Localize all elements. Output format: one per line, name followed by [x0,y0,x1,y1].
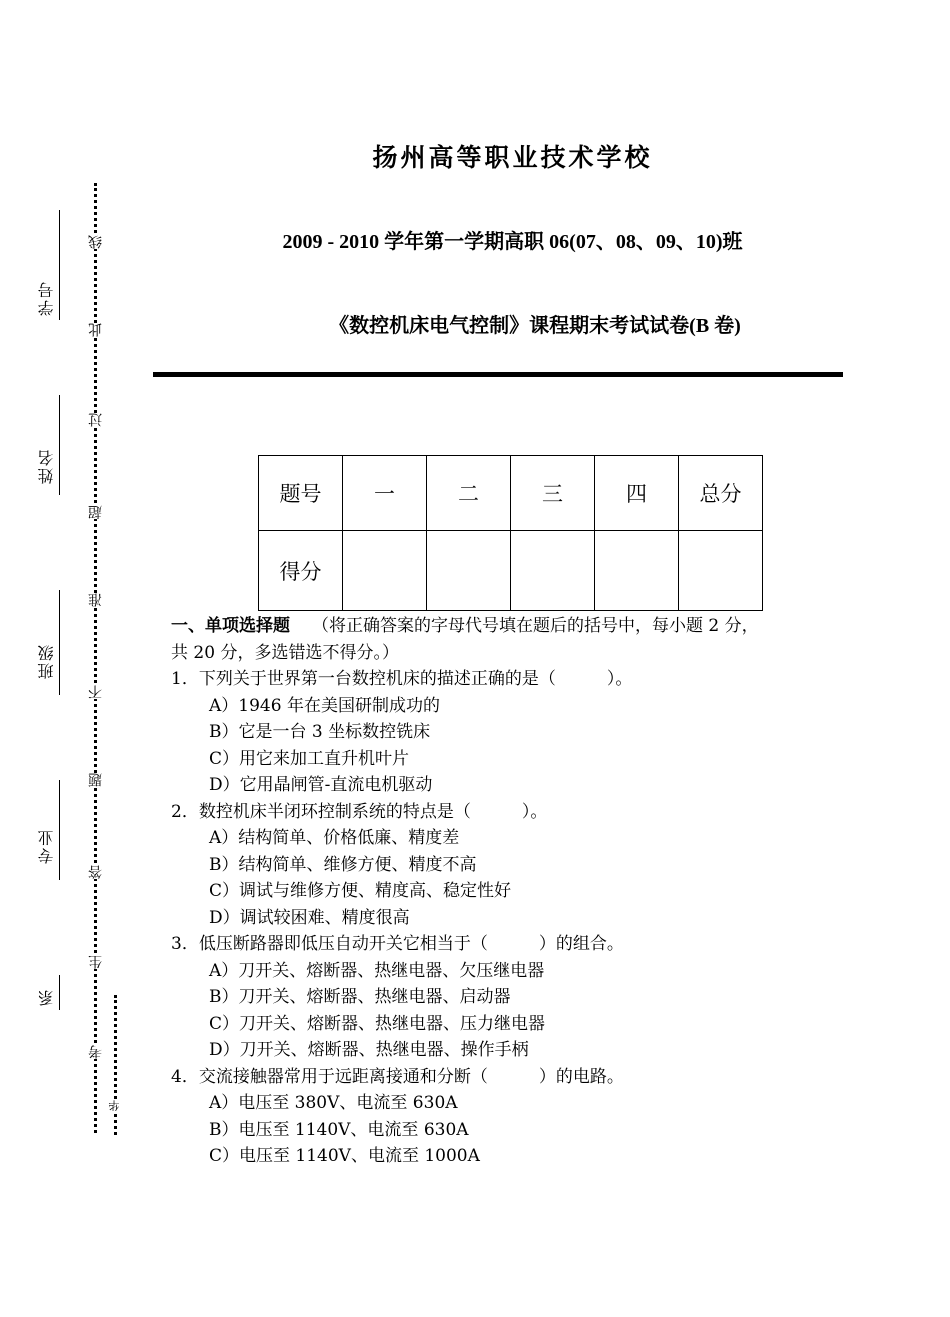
class-label: 班级 [37,643,56,679]
score-row-label: 得分 [259,531,343,611]
question-option: D）调试较困难、精度很高 [209,907,410,928]
question-stem: 1．下列关于世界第一台数控机床的描述正确的是（ ）。 [171,669,633,689]
seal-char-1: 线 [88,235,104,249]
score-cell-2 [427,531,511,611]
student-id-label: 学号 [37,280,56,316]
question-stem: 4．交流接触器常用于远距离接通和分断（ ）的电路。 [171,1066,624,1087]
seal-dotted-line-inner [114,995,117,1135]
seal-char-2: 此 [88,323,104,337]
seal-char-9: 生 [88,955,104,969]
score-cell-1 [343,531,427,611]
question-option: B）电压至 1140V、电流至 630A [209,1119,469,1140]
question-option: B）结构简单、维修方便、精度不高 [209,854,477,875]
course-title: 《数控机床电气控制》课程期末考试试卷(B 卷) [329,315,741,337]
section-title: 一、单项选择题 [171,616,290,636]
score-table [258,455,763,611]
score-table-score-row [259,531,763,611]
question-option: C）调试与维修方便、精度高、稳定性好 [209,881,512,901]
section-instruction-cont: 共 20 分，多选错选不得分。） [171,642,399,663]
question-stem: 2．数控机床半闭环控制系统的特点是（ ）。 [171,801,548,822]
question-section [171,613,871,1170]
question-option: A）刀开关、熔断器、热继电器、欠压继电器 [209,960,545,981]
score-cell-total [679,531,763,611]
question-option: C）刀开关、熔断器、热继电器、压力继电器 [209,1013,546,1034]
seal-char-6: 不 [88,685,104,699]
score-table-header-row [259,456,763,531]
question-option: A）1946 年在美国研制成功的 [209,695,440,716]
seal-char-11: 华 [108,1100,121,1111]
question-option: D）刀开关、熔断器、热继电器、操作手柄 [209,1040,529,1060]
header-rule [153,372,843,377]
score-header-cell: 总分 [679,456,763,531]
seal-char-10: 考 [88,1045,104,1059]
question-option: B）刀开关、熔断器、热继电器、启动器 [209,987,511,1007]
seal-char-4: 超 [88,505,104,519]
question-option: A）结构简单、价格低廉、精度差 [209,828,460,848]
section-header [171,613,871,640]
question-option: C）电压至 1140V、电流至 1000A [209,1146,480,1166]
question-stem: 3．低压断路器即低压自动开关它相当于（ ）的组合。 [171,934,624,954]
seal-char-8: 答 [88,865,104,879]
question-option: B）它是一台 3 坐标数控铣床 [209,722,431,742]
score-header-cell: 二 [427,456,511,531]
name-label: 姓名 [37,448,56,484]
section-instruction: （将正确答案的字母代号填在题后的括号中，每小题 2 分， [312,616,759,636]
score-header-cell: 一 [343,456,427,531]
name-underline [59,395,60,495]
school-name: 扬州高等职业技术学校 [372,143,653,172]
score-cell-4 [595,531,679,611]
question-option: D）它用晶闸管-直流电机驱动 [209,775,433,795]
department-underline [59,975,60,1010]
seal-char-7: 题 [88,773,104,787]
score-header-cell: 四 [595,456,679,531]
score-header-cell: 题号 [259,456,343,531]
question-option: A）电压至 380V、电流至 630A [209,1093,458,1113]
score-cell-3 [511,531,595,611]
department-label: 系 [37,988,56,1006]
major-underline [59,780,60,880]
term-title: 2009 - 2010 学年第一学期高职 06(07、08、09、10)班 [282,231,743,253]
major-label: 专业 [37,828,56,864]
seal-char-3: 过 [88,413,104,427]
score-header-cell: 三 [511,456,595,531]
class-underline [59,590,60,695]
seal-char-5: 准 [88,593,104,607]
question-option: C）用它来加工直升机叶片 [209,748,410,769]
